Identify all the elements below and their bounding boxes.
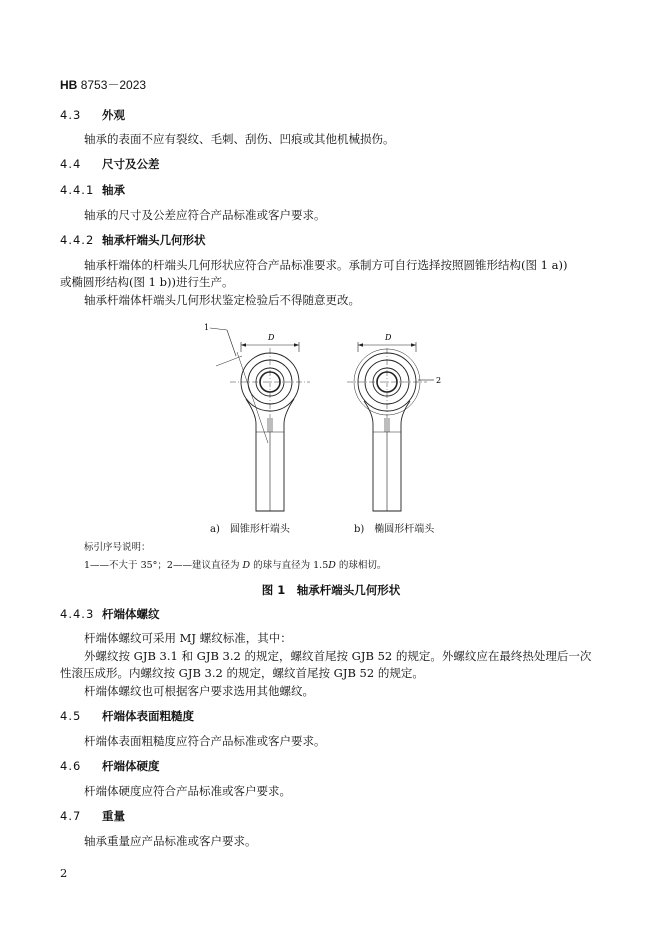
paragraph: 轴承杆端体杆端头几何形状鉴定检验后不得随意更改。 (84, 293, 360, 307)
rod-end-elliptical-drawing (347, 342, 434, 511)
paragraph-continuation: 或椭圆形结构(图 1 b))进行生产。 (60, 275, 234, 289)
callout-1-label: 1 (204, 323, 210, 332)
paragraph: 轴承重量应产品标准或客户要求。 (84, 834, 257, 848)
paragraph: 轴承的表面不应有裂纹、毛刺、刮伤、凹痕或其他机械损伤。 (84, 132, 395, 146)
page-number: 2 (60, 866, 68, 880)
paragraph: 轴承杆端体的杆端头几何形状应符合产品标准要求。承制方可自行选择按照圆锥形结构(图 1 a)) (84, 258, 568, 272)
section-heading-4-4: 4.4 尺寸及公差 (60, 157, 160, 171)
paragraph: 杆端体螺纹也可根据客户要求选用其他螺纹。 (84, 684, 314, 698)
figure-caption-a: a) 圆锥形杆端头 (210, 524, 290, 535)
paragraph: 杆端体硬度应符合产品标准或客户要求。 (84, 784, 291, 798)
document-header (60, 76, 146, 93)
paragraph: 杆端体表面粗糙度应符合产品标准或客户要求。 (84, 734, 326, 748)
section-heading-4-6: 4.6 杆端体硬度 (60, 759, 160, 773)
section-heading-4-4-3: 4.4.3 杆端体螺纹 (60, 607, 160, 621)
section-heading-4-4-2: 4.4.2 轴承杆端头几何形状 (60, 233, 206, 247)
figure-legend: 1——不大于 35°；2——建议直径为 D 的球与直径为 1.5D 的球相切。 (84, 560, 387, 571)
section-heading-4-3: 4.3 外观 (60, 108, 125, 122)
callout-2-label: 2 (436, 376, 442, 385)
section-heading-4-5: 4.5 杆端体表面粗糙度 (60, 709, 194, 723)
figure-legend-title: 标引序号说明： (84, 542, 151, 553)
paragraph: 轴承的尺寸及公差应符合产品标准或客户要求。 (84, 208, 326, 222)
figure-caption-b: b) 椭圆形杆端头 (354, 524, 435, 535)
figure-rod-end-geometry (190, 318, 470, 518)
dimension-d-label: D (268, 333, 275, 342)
dimension-d-label: D (385, 333, 392, 342)
rod-end-conical-drawing (210, 328, 310, 511)
paragraph: 杆端体螺纹可采用 MJ 螺纹标准，其中： (84, 631, 292, 645)
standard-number: 8753－2023 (80, 78, 147, 92)
standard-code: HB (60, 78, 78, 92)
section-heading-4-4-1: 4.4.1 轴承 (60, 183, 125, 197)
paragraph-continuation: 性滚压成形。内螺纹按 GJB 3.2 的规定，螺纹首尾按 GJB 52 的规定。 (60, 666, 424, 680)
paragraph: 外螺纹按 GJB 3.1 和 GJB 3.2 的规定，螺纹首尾按 GJB 52 的规定。外螺纹应在最终热处理后一次 (84, 649, 592, 663)
section-heading-4-7: 4.7 重量 (60, 809, 125, 823)
figure-title: 图 1 轴承杆端头几何形状 (261, 583, 401, 597)
